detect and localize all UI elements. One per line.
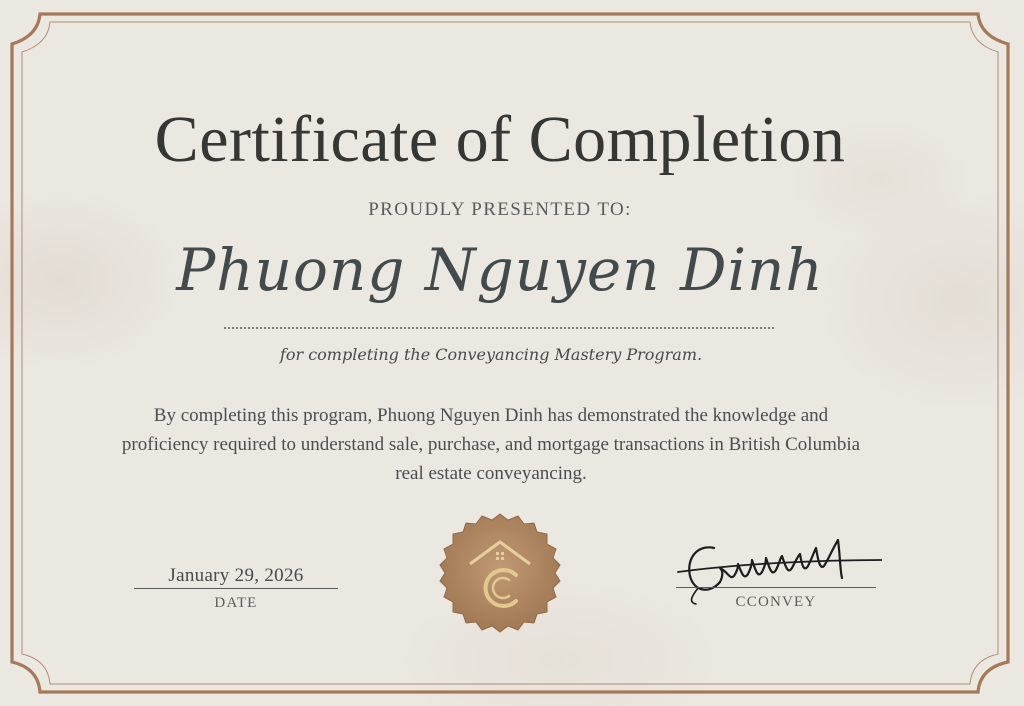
date-rule — [134, 588, 338, 589]
date-block — [134, 565, 338, 612]
certificate-title: Certificate of Completion — [154, 103, 846, 176]
signature-block — [676, 530, 882, 620]
program-subtitle: for completing the Conveyancing Mastery Program. — [279, 345, 703, 364]
certificate-description: By completing this program, Phuong Nguyen Dinh has demonstrated the knowledge and proficiency required to understand sale, purchase, and mortgage transactions in British Columbia real estate conveyancing. — [121, 405, 861, 484]
name-dotted-line — [224, 327, 774, 329]
seal-scalloped-edge — [440, 514, 560, 632]
date-value: January 29, 2026 — [168, 565, 304, 586]
presented-to-label: PROUDLY PRESENTED TO: — [368, 199, 632, 220]
signature-rule — [676, 587, 876, 588]
seal-badge — [436, 512, 564, 636]
recipient-name: Phuong Nguyen Dinh — [176, 236, 824, 304]
date-label: DATE — [214, 595, 258, 611]
signature-label: CCONVEY — [735, 594, 817, 610]
